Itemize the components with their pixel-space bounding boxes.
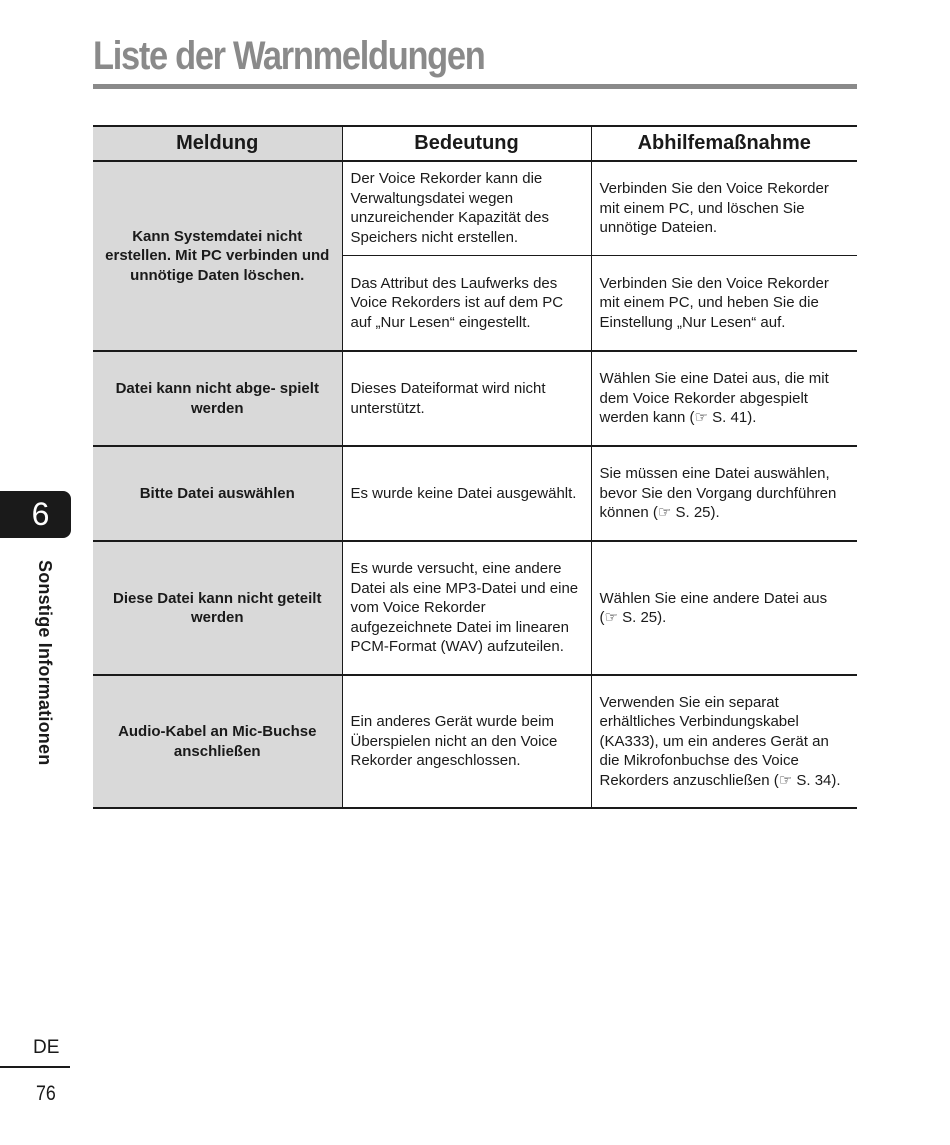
meaning-cell: Dieses Dateiformat wird nicht unterstützt. [342,351,591,446]
table-row [93,351,857,446]
message-cell: Audio-Kabel an Mic-Buchse anschließen [93,675,342,808]
footer-divider [0,1066,70,1068]
message-cell: Diese Datei kann nicht geteilt werden [93,541,342,675]
remedy-cell: Verwenden Sie ein separat erhältliches Verbindungskabel (KA333), um ein anderes Gerät an die Mikrofonbuchse des Voice Rekorders anzuschließen (☞ S. 34). [591,675,857,808]
warning-messages-table [93,125,857,809]
column-header-message: Meldung [93,126,342,161]
meaning-cell: Der Voice Rekorder kann die Verwaltungsdatei wegen unzureichender Kapazität des Speichers nicht erstellen. [342,161,591,255]
meaning-cell: Es wurde versucht, eine andere Datei als eine MP3-Datei und eine vom Voice Rekorder aufgezeichnete Datei im linearen PCM-Format (WAV) aufzuteilen. [342,541,591,675]
page-title: Liste der Warnmeldungen [93,34,485,78]
message-cell: Kann Systemdatei nicht erstellen. Mit PC verbinden und unnötige Daten löschen. [93,161,342,351]
table-header-row [93,126,857,161]
message-cell: Bitte Datei auswählen [93,446,342,541]
meaning-cell: Es wurde keine Datei ausgewählt. [342,446,591,541]
chapter-number-tab: 6 [0,491,71,538]
language-label: DE [33,1037,60,1058]
remedy-cell: Wählen Sie eine andere Datei aus (☞ S. 25). [591,541,857,675]
remedy-cell: Sie müssen eine Datei auswählen, bevor Sie den Vorgang durchführen können (☞ S. 25). [591,446,857,541]
meaning-cell: Das Attribut des Laufwerks des Voice Rekorders ist auf dem PC auf „Nur Lesen“ eingestellt. [342,255,591,351]
table-row [93,541,857,675]
column-header-meaning: Bedeutung [342,126,591,161]
remedy-cell: Verbinden Sie den Voice Rekorder mit einem PC, und löschen Sie unnötige Dateien. [591,161,857,255]
remedy-cell: Wählen Sie eine Datei aus, die mit dem Voice Rekorder abgespielt werden kann (☞ S. 41). [591,351,857,446]
chapter-side-label: Sonstige Informationen [35,560,55,766]
table-row [93,446,857,541]
column-header-remedy: Abhilfemaßnahme [591,126,857,161]
table-row [93,161,857,255]
page-number: 76 [36,1082,56,1105]
table-row [93,675,857,808]
remedy-cell: Verbinden Sie den Voice Rekorder mit einem PC, und heben Sie die Einstellung „Nur Lesen“ auf. [591,255,857,351]
title-underline [93,84,857,89]
message-cell: Datei kann nicht abge- spielt werden [93,351,342,446]
meaning-cell: Ein anderes Gerät wurde beim Überspielen nicht an den Voice Rekorder angeschlossen. [342,675,591,808]
